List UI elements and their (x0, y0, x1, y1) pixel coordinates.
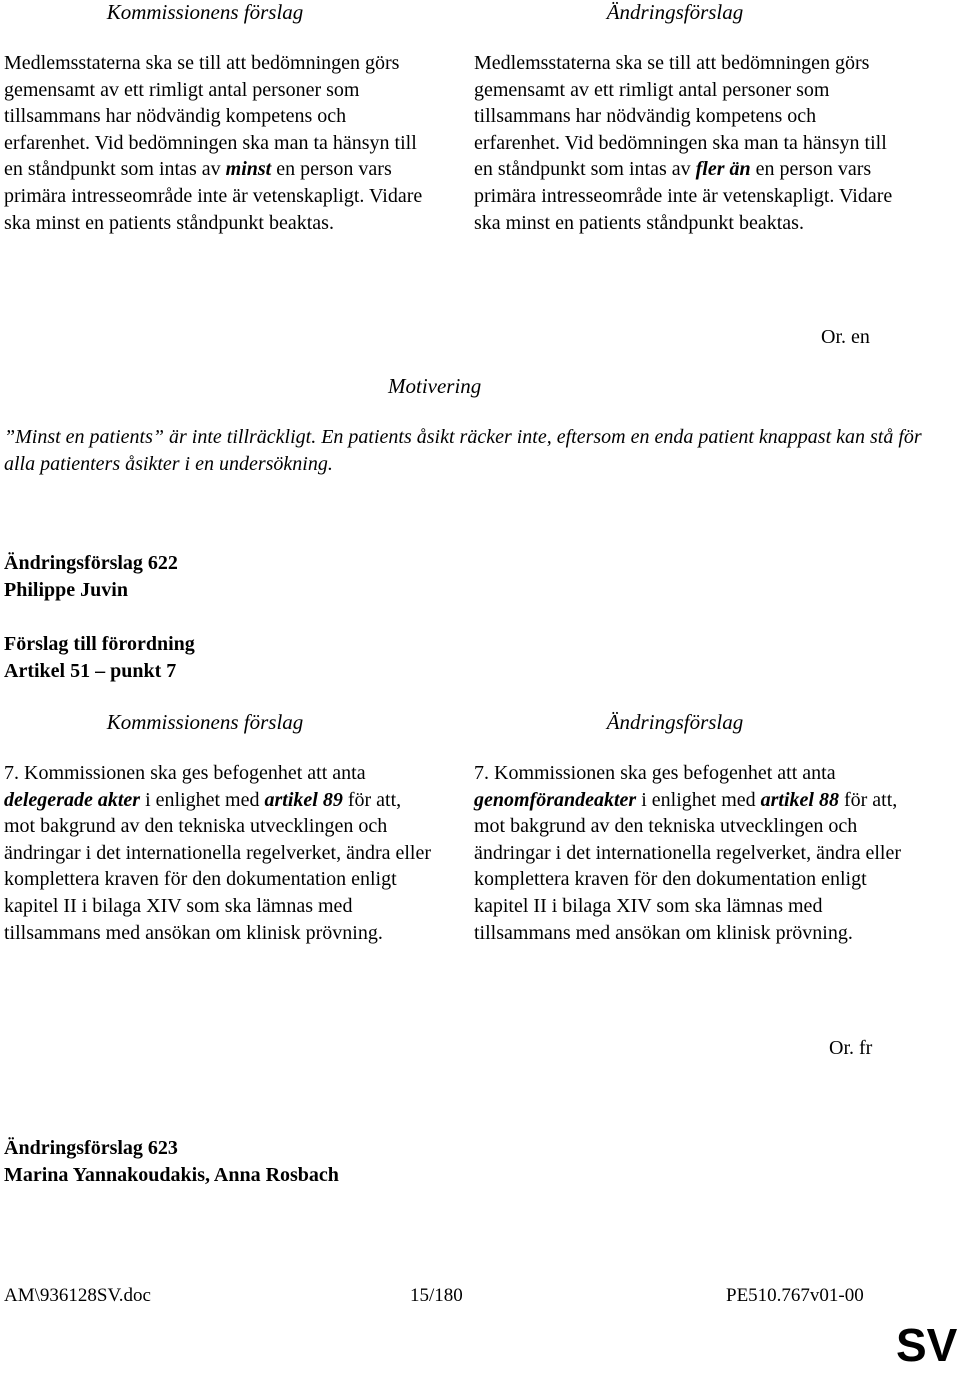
commission-proposal-text: 7. Kommissionen ska ges befogenhet att anta delegerade akter i enlighet med artikel 89 för att, mot bakgrund av den tekniska utvecklingen och ändringar i det internationella regelverket, ändra eller komplettera kraven för den dokumentation enligt kapitel II i bilaga XIV som ska lämnas med tillsammans med ansökan om klinisk prövning. (4, 762, 432, 944)
emphasis-text: minst (225, 158, 272, 181)
commission-proposal-heading: Kommissionens förslag (106, 0, 304, 24)
commission-proposal-heading: Kommissionens förslag (106, 710, 304, 734)
emphasis-text: artikel 89 (264, 788, 343, 811)
commission-proposal-text: Medlemsstaterna ska se till att bedömningen görs gemensamt av ett rimligt antal personer som tillsammans har nödvändig kompetens och erfarenhet. Vid bedömningen ska man ta hänsyn till en ståndpunkt som intas av minst en person vars primära intresseområde inte är vetenskapligt. Vidare ska minst en patients ståndpunkt beaktas. (4, 52, 423, 234)
justification-heading: Motivering (388, 374, 482, 398)
emphasis-text: artikel 88 (760, 788, 839, 811)
amendment-number: Ändringsförslag 623 (4, 1137, 178, 1159)
emphasis-text: fler än (695, 158, 751, 181)
amendment-heading: Ändringsförslag (606, 710, 744, 734)
document-reference: AM\936128SV.doc (4, 1285, 151, 1306)
amendment-text: 7. Kommissionen ska ges befogenhet att anta genomförandeakter i enlighet med artikel 88 för att, mot bakgrund av den tekniska utvecklingen och ändringar i det internationella regelverket, ändra eller komplettera kraven för den dokumentation enligt kapitel II i bilaga XIV som ska lämnas med tillsammans med ansökan om klinisk prövning. (474, 762, 902, 944)
amendment-622-header (4, 550, 178, 604)
amendment-text: Medlemsstaterna ska se till att bedömningen görs gemensamt av ett rimligt antal personer som tillsammans har nödvändig kompetens och erfarenhet. Vid bedömningen ska man ta hänsyn till en ståndpunkt som intas av fler än en person vars primära intresseområde inte är vetenskapligt. Vidare ska minst en patients ståndpunkt beaktas. (474, 52, 893, 234)
amendment-622-reference (4, 631, 195, 685)
article-reference: Artikel 51 – punkt 7 (4, 660, 177, 682)
pe-reference: PE510.767v01-00 (726, 1285, 864, 1306)
page-number: 15/180 (410, 1285, 463, 1306)
original-language: Or. en (821, 326, 870, 348)
language-code: SV (896, 1319, 958, 1371)
emphasis-text: genomförandeakter (474, 788, 637, 811)
original-language: Or. fr (829, 1037, 873, 1059)
emphasis-text: delegerade akter (4, 788, 141, 811)
amendment-heading: Ändringsförslag (606, 0, 744, 24)
amendment-author: Philippe Juvin (4, 579, 128, 601)
amendment-623-header (4, 1135, 339, 1189)
justification-text: ”Minst en patients” är inte tillräckligt. En patients åsikt räcker inte, eftersom en enda patient knappast kan stå för alla patienters åsikter i en undersökning. (4, 426, 922, 475)
amendment-authors: Marina Yannakoudakis, Anna Rosbach (4, 1164, 339, 1186)
amendment-number: Ändringsförslag 622 (4, 552, 178, 574)
proposal-title: Förslag till förordning (4, 633, 195, 655)
